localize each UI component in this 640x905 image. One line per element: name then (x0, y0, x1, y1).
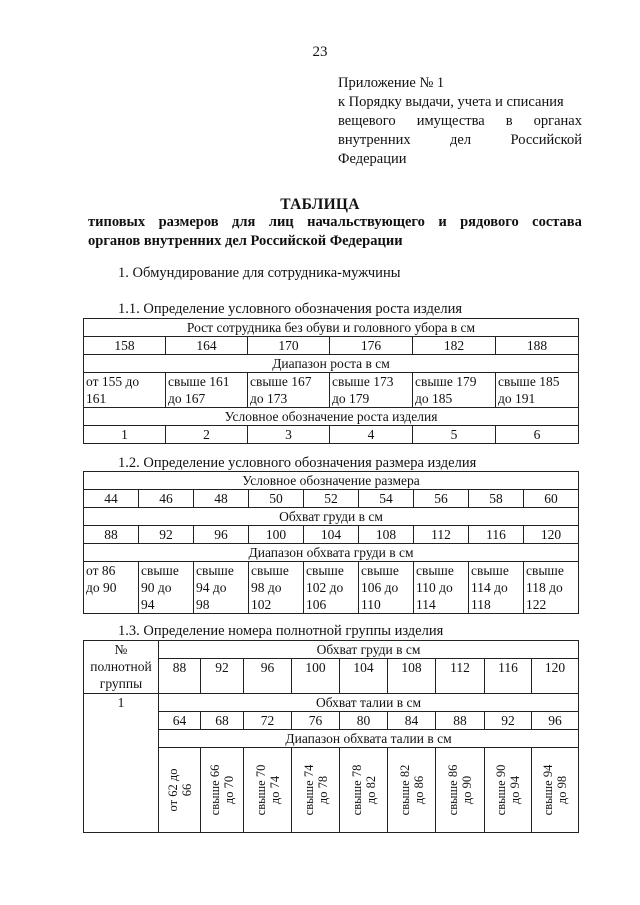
table-cell (469, 562, 524, 614)
cell-line: № (114, 642, 128, 657)
cell-line: до 70 (222, 775, 236, 805)
table-cell: 120 (532, 659, 579, 694)
table-cell: 76 (292, 712, 340, 730)
word: и (438, 214, 447, 230)
table-cell: 50 (249, 490, 304, 508)
vertical-label (541, 765, 569, 816)
word: типовых (88, 214, 146, 230)
vertical-label (254, 765, 282, 816)
table-cell: 68 (201, 712, 244, 730)
table-cell: 48 (194, 490, 249, 508)
cell-line: свыше (196, 563, 234, 578)
cell-line: до 78 (315, 775, 330, 805)
cell-line: свыше 90 (494, 764, 508, 816)
cell-line: до 98 (555, 775, 570, 805)
cell-line: до 167 (168, 391, 206, 406)
word: имущества (416, 113, 485, 129)
table-cell (201, 748, 244, 833)
table-cell: 84 (388, 712, 436, 730)
cell-line: 122 (526, 597, 547, 612)
word: органах (533, 113, 582, 129)
appendix-line: Федерации (338, 151, 407, 167)
table-cell: 92 (201, 659, 244, 694)
table-cell: 6 (496, 426, 579, 444)
table-cell: 104 (340, 659, 388, 694)
table-cell (485, 748, 532, 833)
word: вещевого (338, 113, 396, 129)
appendix-line: Приложение № 1 (338, 75, 445, 91)
cell-line: до 173 (250, 391, 288, 406)
section-heading: 1. Обмундирование для сотрудника-мужчины (118, 265, 401, 281)
table-cell (532, 748, 579, 833)
word: внутренних (338, 132, 411, 148)
cell-line: свыше 94 (541, 764, 556, 816)
table-cell: 4 (330, 426, 413, 444)
table-cell: 116 (485, 659, 532, 694)
word: дел (450, 132, 472, 148)
table-cell: 120 (524, 526, 579, 544)
table-cell: 116 (469, 526, 524, 544)
subtitle-line (88, 213, 582, 232)
appendix-line (338, 112, 582, 131)
table1-caption: 1.1. Определение условного обозначения роста изделия (118, 301, 462, 317)
group-column-header (84, 641, 159, 694)
cell-line: до 90 (460, 775, 474, 805)
word: в (505, 113, 513, 129)
table2-caption: 1.2. Определение условного обозначения размера изделия (118, 455, 477, 471)
table-cell (139, 562, 194, 614)
table-cell: 100 (249, 526, 304, 544)
appendix-line: к Порядку выдачи, учета и списания (338, 94, 564, 110)
vertical-label (446, 765, 474, 816)
cell-line: свыше 173 (332, 374, 394, 389)
cell-line: 110 до (416, 580, 453, 595)
cell-line: 98 (196, 597, 210, 612)
subtitle-line: органов внутренних дел Российской Федерации (88, 233, 403, 249)
table-header: Обхват талии в см (159, 694, 579, 712)
cell-line: 106 до (361, 580, 399, 595)
table-cell: 56 (414, 490, 469, 508)
cell-line: свыше 70 (253, 764, 268, 816)
vertical-label (350, 765, 378, 816)
table-header: Диапазон обхвата талии в см (159, 730, 579, 748)
table-cell: 96 (194, 526, 249, 544)
table-header: Обхват груди в см (159, 641, 579, 659)
table-cell: 54 (359, 490, 414, 508)
table-cell: 52 (304, 490, 359, 508)
cell-line: 118 до (526, 580, 563, 595)
cell-line: до 179 (332, 391, 370, 406)
table-cell (292, 748, 340, 833)
word: рядового (460, 214, 519, 230)
table-cell: 92 (139, 526, 194, 544)
cell-line: 102 до (306, 580, 344, 595)
cell-line: до 74 (267, 775, 282, 805)
cell-line: свыше 161 (168, 374, 230, 389)
table-cell (330, 373, 413, 408)
table-cell: 58 (469, 490, 524, 508)
vertical-label (208, 765, 236, 816)
table-cell: 46 (139, 490, 194, 508)
cell-line: до 90 (86, 580, 117, 595)
table3-caption: 1.3. Определение номера полнотной группы изделия (118, 623, 444, 639)
table-header: Обхват груди в см (84, 508, 579, 526)
cell-line: до 82 (363, 775, 378, 805)
cell-line: свыше 167 (250, 374, 312, 389)
table-cell: 188 (496, 337, 579, 355)
cell-line: свыше 78 (349, 764, 364, 816)
cell-line: от 62 до (165, 768, 180, 812)
cell-line: свыше (251, 563, 289, 578)
table-cell (166, 373, 248, 408)
vertical-label (302, 765, 330, 816)
cell-line: до 86 (411, 775, 426, 805)
word: лиц (268, 214, 294, 230)
table-cell: 80 (340, 712, 388, 730)
vertical-label (398, 765, 426, 816)
table-cell: 1 (84, 426, 166, 444)
table-cell: 2 (166, 426, 248, 444)
table-cell (413, 373, 496, 408)
vertical-label (494, 765, 522, 816)
table-cell: 182 (413, 337, 496, 355)
table-cell: 158 (84, 337, 166, 355)
document-subtitle (88, 213, 582, 251)
cell-line: до 191 (498, 391, 536, 406)
cell-line: 106 (306, 597, 327, 612)
table-cell: 112 (436, 659, 485, 694)
table-cell (524, 562, 579, 614)
table-cell: 92 (485, 712, 532, 730)
document-title: ТАБЛИЦА (280, 196, 360, 213)
cell-line: свыше 74 (301, 764, 316, 816)
table-cell (496, 373, 579, 408)
table-header: Рост сотрудника без обуви и головного убора в см (84, 319, 579, 337)
table-cell: 108 (359, 526, 414, 544)
vertical-label (166, 769, 194, 812)
cell-line: свыше (361, 563, 399, 578)
cell-line: от 86 (86, 563, 116, 578)
table-header: Диапазон обхвата груди в см (84, 544, 579, 562)
cell-line: от 155 до (86, 374, 140, 389)
cell-line: свыше 66 (208, 764, 222, 816)
table-header: Условное обозначение размера (84, 472, 579, 490)
word: состава (532, 214, 582, 230)
height-table (83, 318, 579, 444)
cell-line: свыше (306, 563, 344, 578)
word: начальствующего (307, 214, 425, 230)
cell-line: свыше (471, 563, 509, 578)
table-cell: 5 (413, 426, 496, 444)
table-cell: 104 (304, 526, 359, 544)
table-cell: 176 (330, 337, 413, 355)
table-header: Диапазон роста в см (84, 355, 579, 373)
table-cell (304, 562, 359, 614)
cell-line: 66 (179, 783, 194, 797)
table-cell: 88 (159, 659, 201, 694)
table-cell: 112 (414, 526, 469, 544)
cell-line: 98 до (251, 580, 282, 595)
table-cell (244, 748, 292, 833)
cell-line: свыше 179 (415, 374, 477, 389)
cell-line: свыше (526, 563, 564, 578)
table-cell (388, 748, 436, 833)
table-cell (194, 562, 249, 614)
table-cell (414, 562, 469, 614)
table-cell (159, 748, 201, 833)
cell-line: 114 (416, 597, 436, 612)
cell-line: 102 (251, 597, 272, 612)
table-cell (340, 748, 388, 833)
page-number: 23 (312, 44, 328, 60)
table-cell: 88 (84, 526, 139, 544)
table-cell: 64 (159, 712, 201, 730)
table-cell: 170 (248, 337, 330, 355)
table-cell: 88 (436, 712, 485, 730)
appendix-line (338, 131, 582, 150)
appendix-note (338, 74, 582, 169)
table-cell: 44 (84, 490, 139, 508)
table-cell: 3 (248, 426, 330, 444)
table-cell (249, 562, 304, 614)
cell-line: 118 (471, 597, 491, 612)
table-cell (248, 373, 330, 408)
table-cell: 164 (166, 337, 248, 355)
table-cell: 108 (388, 659, 436, 694)
cell-line: свыше 86 (446, 764, 460, 816)
word: размеров (158, 214, 219, 230)
cell-line: 94 (141, 597, 155, 612)
cell-line: 110 (361, 597, 381, 612)
cell-line: 94 до (196, 580, 227, 595)
cell-line: до 94 (508, 775, 522, 805)
cell-line: свыше 82 (397, 764, 412, 816)
cell-line: 90 до (141, 580, 172, 595)
size-table (83, 471, 579, 614)
cell-line: 114 до (471, 580, 508, 595)
cell-line: свыше (416, 563, 454, 578)
table-cell: 72 (244, 712, 292, 730)
table-cell: 96 (244, 659, 292, 694)
table-cell: 96 (532, 712, 579, 730)
group-number-cell: 1 (84, 694, 159, 833)
table-cell (436, 748, 485, 833)
table-cell: 100 (292, 659, 340, 694)
table-cell (84, 373, 166, 408)
cell-line: свыше (141, 563, 179, 578)
cell-line: свыше 185 (498, 374, 560, 389)
table-cell: 60 (524, 490, 579, 508)
table-cell (84, 562, 139, 614)
table-header: Условное обозначение роста изделия (84, 408, 579, 426)
word: для (232, 214, 256, 230)
table-cell (359, 562, 414, 614)
cell-line: 161 (86, 391, 107, 406)
word: Российской (510, 132, 582, 148)
cell-line: до 185 (415, 391, 453, 406)
fullness-table (83, 640, 579, 833)
cell-line: группы (99, 676, 143, 691)
cell-line: полнотной (90, 659, 152, 674)
